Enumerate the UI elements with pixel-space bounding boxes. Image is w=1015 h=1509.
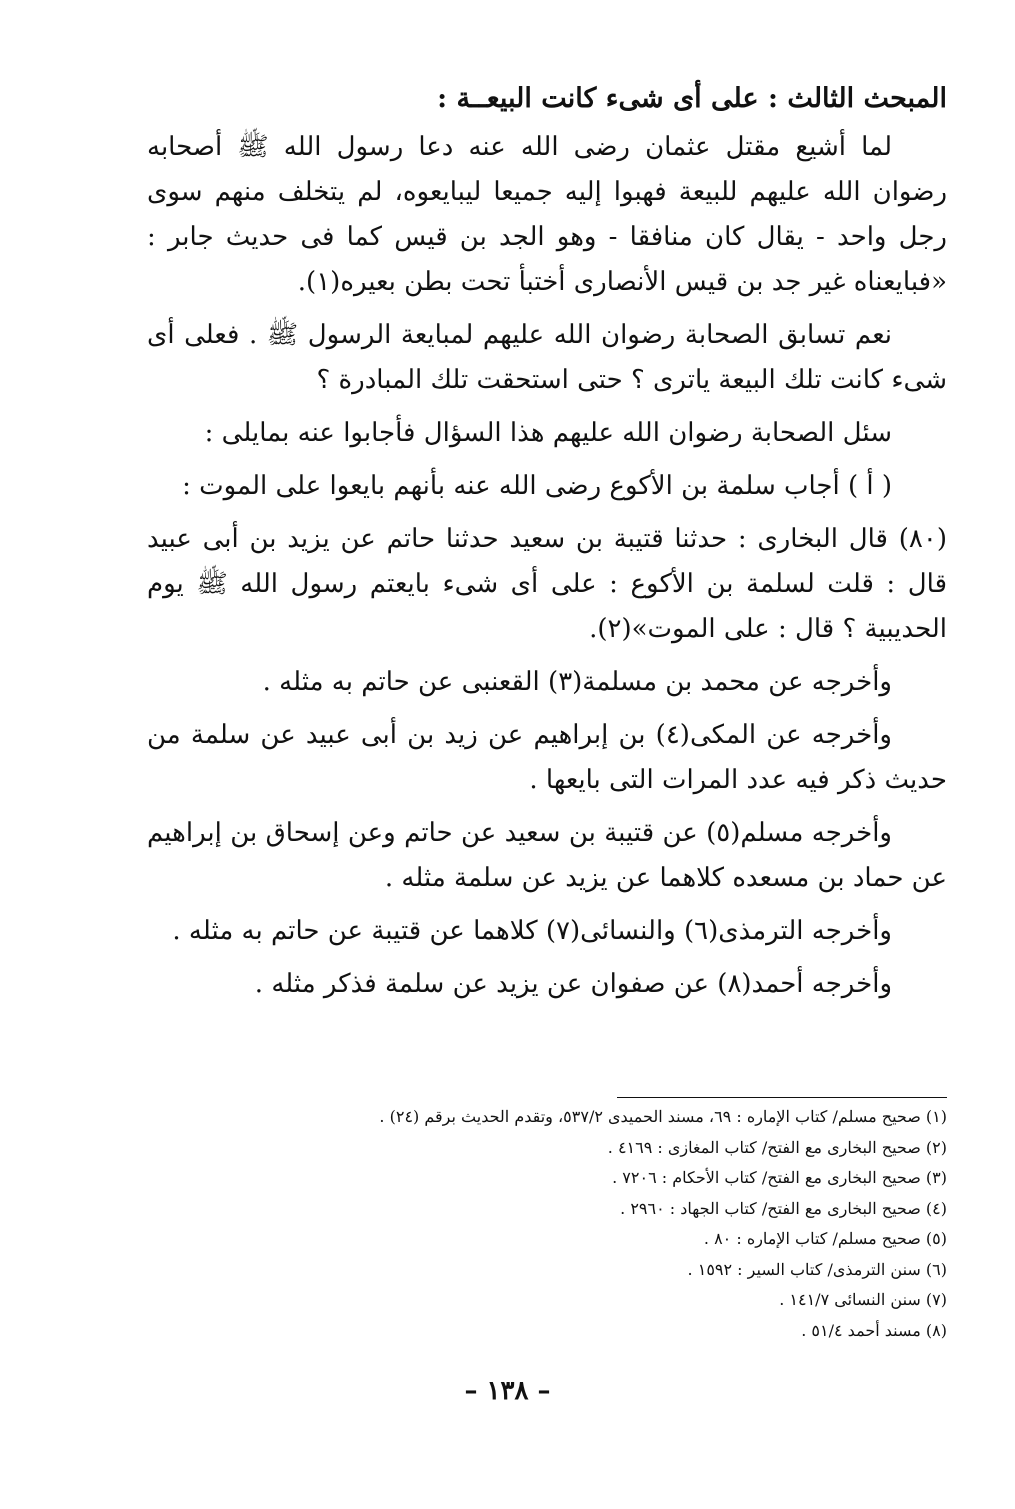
footnotes-list bbox=[147, 1102, 947, 1346]
paragraph-6: وأخرجه عن محمد بن مسلمة(٣) القعنبى عن حاتم به مثله . bbox=[262, 667, 892, 697]
section-heading: المبحث الثالث : على أى شىء كانت البيعــة : bbox=[437, 83, 947, 114]
footnote-item: (٣) صحيح البخارى مع الفتح/ كتاب الأحكام : ٧٢٠٦ . bbox=[612, 1168, 947, 1187]
footnote-item: (٥) صحيح مسلم/ كتاب الإماره : ٨٠ . bbox=[703, 1229, 947, 1248]
footnote-divider bbox=[617, 1097, 947, 1098]
footnote-item: (٧) سنن النسائى ١٤١/٧ . bbox=[779, 1290, 947, 1309]
main-text bbox=[147, 76, 947, 1015]
footnote-item: (١) صحيح مسلم/ كتاب الإماره : ٦٩، مسند الحميدى ٥٣٧/٢، وتقدم الحديث برقم (٢٤) . bbox=[379, 1107, 947, 1126]
page-number: – ١٣٨ – bbox=[464, 1376, 551, 1406]
paragraph-10: وأخرجه أحمد(٨) عن صفوان عن يزيد عن سلمة فذكر مثله . bbox=[254, 969, 892, 999]
footnote-item: (٤) صحيح البخارى مع الفتح/ كتاب الجهاد : ٢٩٦٠ . bbox=[620, 1198, 947, 1218]
paragraph-9: وأخرجه الترمذى(٦) والنسائى(٧) كلاهما عن قتيبة عن حاتم به مثله . bbox=[172, 916, 892, 946]
paragraph-8: وأخرجه مسلم(٥) عن قتيبة بن سعيد عن حاتم وعن إسحاق بن إبراهيم عن حماد بن مسعده كلاهما عن يزيد عن سلمة مثله . bbox=[147, 818, 947, 893]
paragraph-3: سئل الصحابة رضوان الله عليهم هذا السؤال فأجابوا عنه بمايلى : bbox=[204, 418, 892, 448]
footnote-item: (٢) صحيح البخارى مع الفتح/ كتاب المغازى : ٤١٦٩ . bbox=[607, 1137, 947, 1157]
paragraph-1: لما أشيع مقتل عثمان رضى الله عنه دعا رسول الله ﷺ أصحابه رضوان الله عليهم للبيعة فهبوا إليه جميعا ليبايعوه، لم يتخلف منهم سوى رجل واحد - يقال كان منافقا - وهو الجد بن قيس كما فى حديث جابر : «فبايعناه غير جد بن قيس الأنصارى أختبأ تحت بطن بعيره(١). bbox=[147, 132, 947, 297]
footnote-item: (٨) مسند أحمد ٥١/٤ . bbox=[801, 1320, 947, 1340]
footnote-item: (٦) سنن الترمذى/ كتاب السير : ١٥٩٢ . bbox=[687, 1259, 947, 1279]
paragraph-7: وأخرجه عن المكى(٤) بن إبراهيم عن زيد بن أبى عبيد عن سلمة من حديث ذكر فيه عدد المرات التى بايعها . bbox=[147, 720, 947, 795]
paragraph-hadith-80: (٨٠) قال البخارى : حدثنا قتيبة بن سعيد حدثنا حاتم عن يزيد بن أبى عبيد قال : قلت لسلمة بن الأكوع : على أى شىء بايعتم رسول الله ﷺ يوم الحديبية ؟ قال : على الموت»(٢). bbox=[147, 524, 947, 644]
paragraph-4: ( أ ) أجاب سلمة بن الأكوع رضى الله عنه بأنهم بايعوا على الموت : bbox=[182, 471, 892, 501]
paragraph-2: نعم تسابق الصحابة رضوان الله عليهم لمبايعة الرسول ﷺ . فعلى أى شىء كانت تلك البيعة ياترى ؟ حتى استحقت تلك المبادرة ؟ bbox=[147, 320, 947, 395]
